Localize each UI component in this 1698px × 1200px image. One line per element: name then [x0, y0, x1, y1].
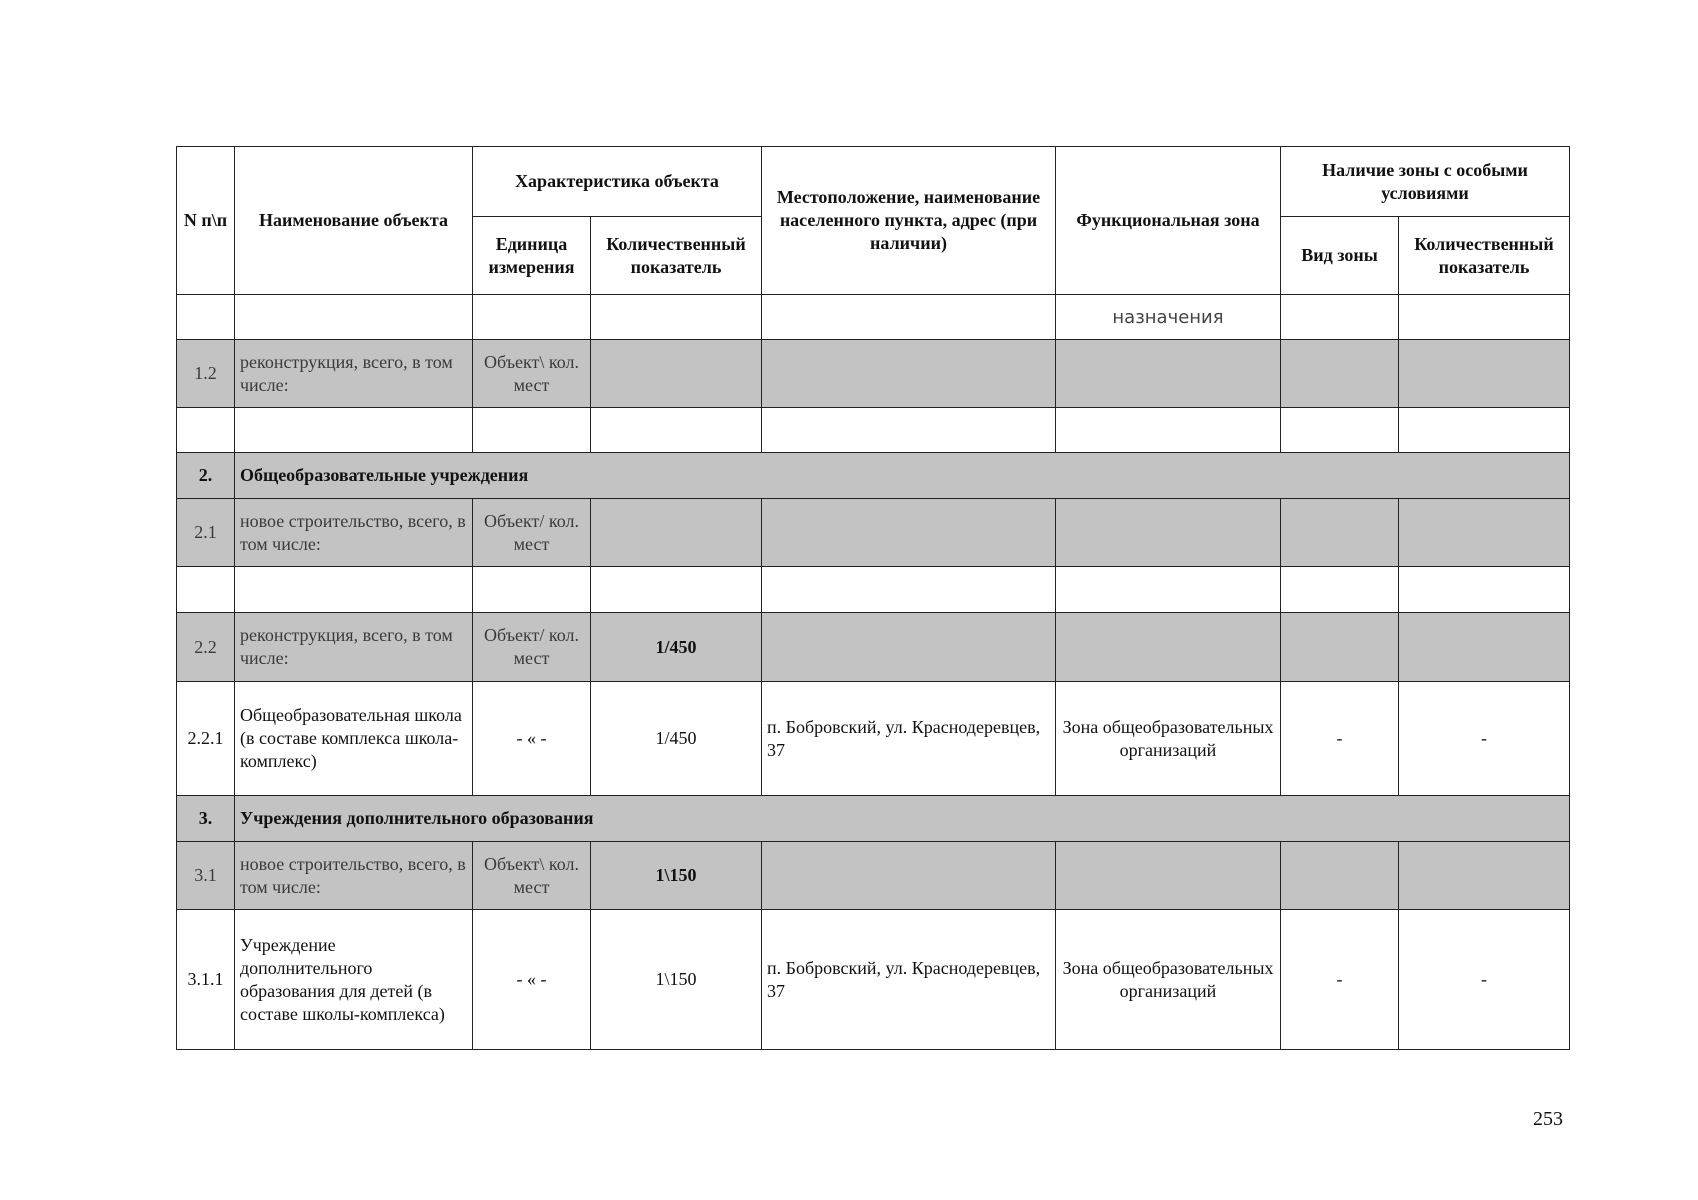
unit-cell: - « - [473, 682, 591, 796]
unit-cell: Объект/ кол. мест [473, 499, 591, 567]
zone-quantity-cell: - [1399, 682, 1570, 796]
table-row [177, 295, 1570, 340]
table-row [177, 567, 1570, 613]
zone-type-cell: - [1281, 682, 1399, 796]
section-row [177, 796, 1570, 842]
quantity-cell: 1\150 [591, 910, 762, 1050]
object-name: реконструкция, всего, в том числе: [235, 340, 473, 408]
zone-quantity-cell: - [1399, 910, 1570, 1050]
row-number: 1.2 [177, 340, 235, 408]
row-number: 3.1 [177, 842, 235, 910]
header-location: Местоположение, наименование населенного пункта, адрес (при наличии) [762, 147, 1056, 295]
page-number: 253 [1533, 1108, 1563, 1130]
section-title: Учреждения дополнительного образования [235, 796, 1570, 842]
location-cell: п. Бобровский, ул. Краснодеревцев, 37 [762, 682, 1056, 796]
functional-zone-cell: Зона общеобразовательных организаций [1056, 682, 1281, 796]
section-title: Общеобразовательные учреждения [235, 453, 1570, 499]
unit-cell: - « - [473, 910, 591, 1050]
object-name: реконструкция, всего, в том числе: [235, 613, 473, 682]
section-number: 2. [177, 453, 235, 499]
quantity-cell: 1/450 [591, 682, 762, 796]
header-zone-type: Вид зоны [1281, 217, 1399, 295]
table-row [177, 340, 1570, 408]
section-number: 3. [177, 796, 235, 842]
section-row [177, 453, 1570, 499]
unit-cell: Объект\ кол. мест [473, 340, 591, 408]
table-row [177, 499, 1570, 567]
row-number: 3.1.1 [177, 910, 235, 1050]
object-name: новое строительство, всего, в том числе: [235, 499, 473, 567]
row-number: 2.2 [177, 613, 235, 682]
table-row [177, 910, 1570, 1050]
table-row [177, 682, 1570, 796]
objects-table [176, 146, 1570, 1050]
table-row [177, 842, 1570, 910]
table-row [177, 613, 1570, 682]
header-name: Наименование объекта [235, 147, 473, 295]
header-quantity: Количественный показатель [591, 217, 762, 295]
location-cell: п. Бобровский, ул. Краснодеревцев, 37 [762, 910, 1056, 1050]
functional-zone-cell: Зона общеобразовательных организаций [1056, 910, 1281, 1050]
functional-zone-cell: назначения [1056, 295, 1281, 340]
row-number: 2.2.1 [177, 682, 235, 796]
unit-cell: Объект/ кол. мест [473, 613, 591, 682]
unit-cell: Объект\ кол. мест [473, 842, 591, 910]
header-special-zone: Наличие зоны с особыми условиями [1281, 147, 1570, 217]
header-characteristic: Характеристика объекта [473, 147, 762, 217]
object-name: Общеобразовательная школа (в составе комплекса школа-комплекс) [235, 682, 473, 796]
object-name: новое строительство, всего, в том числе: [235, 842, 473, 910]
table-row [177, 408, 1570, 453]
object-name: Учреждение дополнительного образования для детей (в составе школы-комплекса) [235, 910, 473, 1050]
quantity-cell: 1/450 [591, 613, 762, 682]
header-num: N п\п [177, 147, 235, 295]
header-zone-quantity: Количественный показатель [1399, 217, 1570, 295]
row-number: 2.1 [177, 499, 235, 567]
zone-type-cell: - [1281, 910, 1399, 1050]
quantity-cell: 1\150 [591, 842, 762, 910]
header-functional-zone: Функциональная зона [1056, 147, 1281, 295]
header-unit: Единица измерения [473, 217, 591, 295]
